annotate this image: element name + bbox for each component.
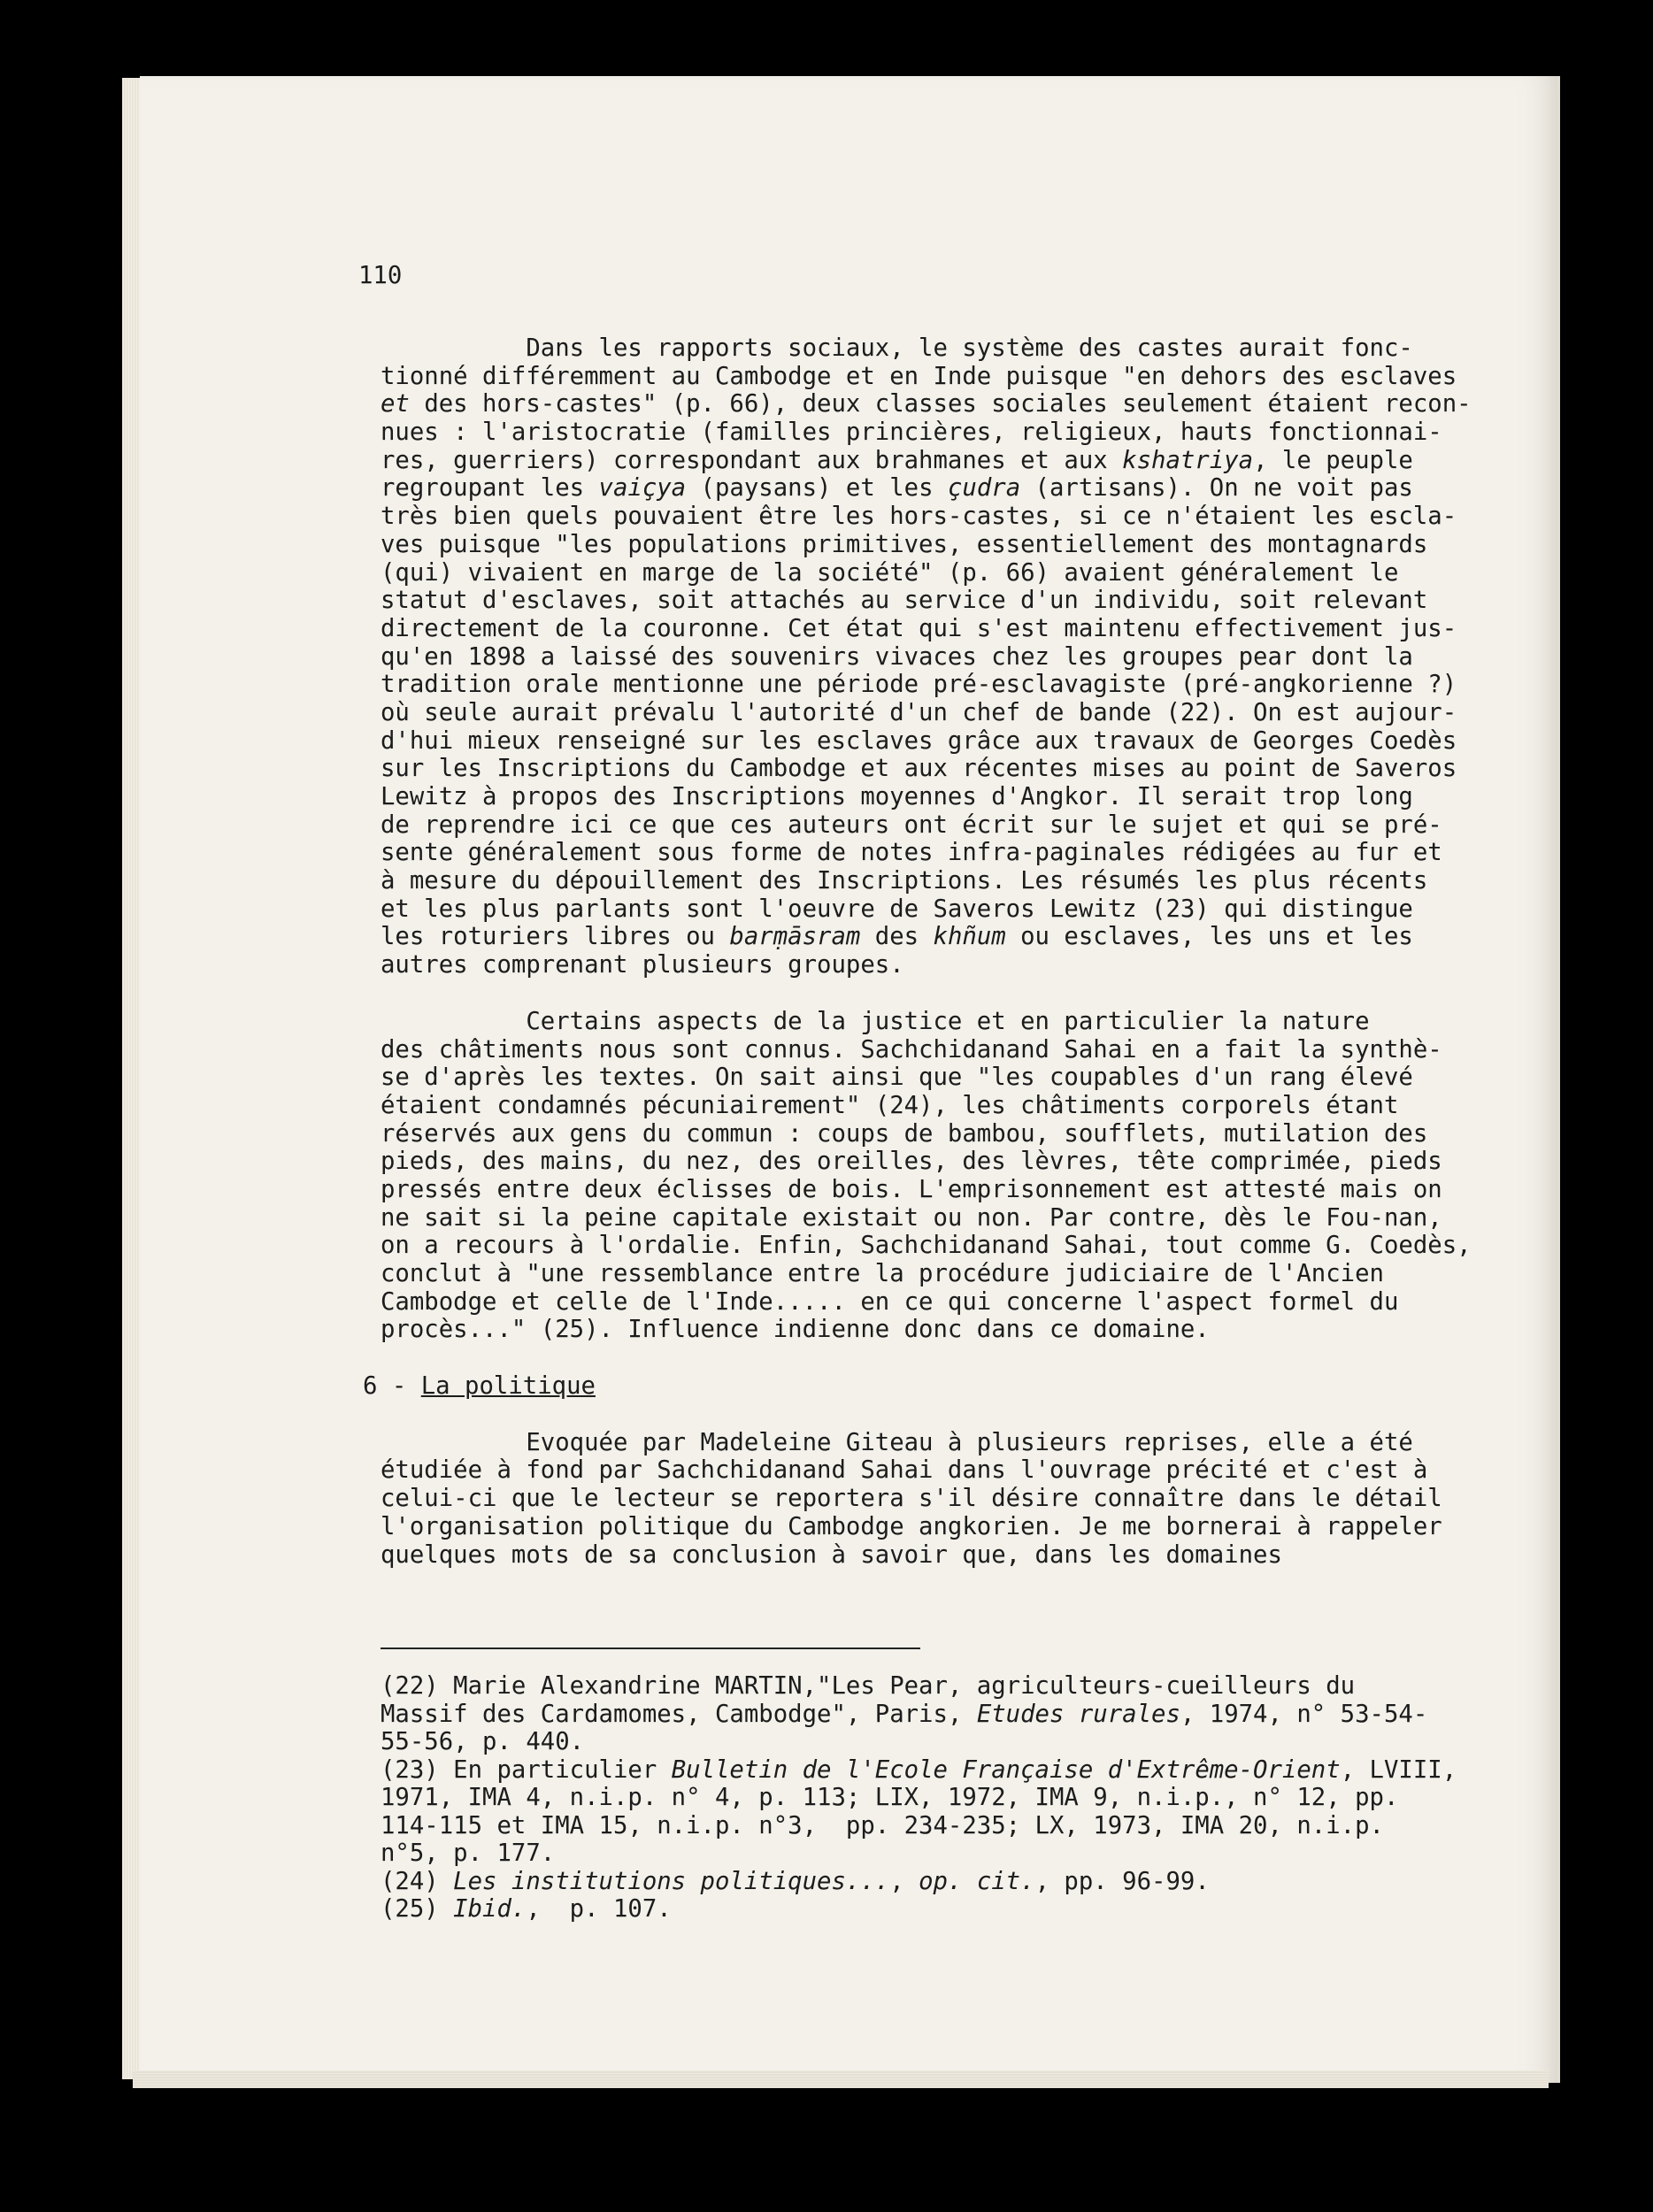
text-line: et les plus parlants sont l'oeuvre de Saveros Lewitz (23) qui distingue [381,895,1413,923]
text-line: l'organisation politique du Cambodge angkorien. Je me bornerai à rappeler [381,1512,1442,1540]
text-line: qu'en 1898 a laissé des souvenirs vivaces chez les groupes pear dont la [381,642,1413,671]
footnote-line: (22) Marie Alexandrine MARTIN,"Les Pear, agriculteurs-cueilleurs du [381,1672,1356,1700]
footnote-line: (24) Les institutions politiques..., op. cit., pp. 96-99. [381,1867,1210,1895]
text-line: des châtiments nous sont connus. Sachchidanand Sahai en a fait la synthè- [381,1035,1442,1064]
footnote-line: Massif des Cardamomes, Cambodge", Paris, Etudes rurales, 1974, n° 53-54- [381,1700,1428,1728]
text-line: ne sait si la peine capitale existait ou non. Par contre, dès le Fou-nan, [381,1203,1442,1232]
text-line: (qui) vivaient en marge de la société" (p. 66) avaient généralement le [381,558,1399,587]
text-line: Certains aspects de la justice et en particulier la nature [381,1007,1370,1035]
text-line: regroupant les vaiçya (paysans) et les çudra (artisans). On ne voit pas [381,474,1413,503]
text-line: on a recours à l'ordalie. Enfin, Sachchidanand Sahai, tout comme G. Coedès, [381,1232,1472,1260]
text-line: où seule aurait prévalu l'autorité d'un chef de bande (22). On est aujour- [381,698,1457,726]
footnote-line: n°5, p. 177. [381,1839,556,1867]
footnote-line: 55-56, p. 440. [381,1728,585,1755]
text-line: sente généralement sous forme de notes infra-paginales rédigées au fur et [381,839,1442,867]
text-line: Lewitz à propos des Inscriptions moyennes d'Angkor. Il serait trop long [381,783,1413,810]
text-line: statut d'esclaves, soit attachés au service d'un individu, soit relevant [381,587,1428,615]
section-heading [363,1372,1472,1401]
text-line: d'hui mieux renseigné sur les esclaves grâce aux travaux de Georges Coedès [381,726,1457,755]
text-line: res, guerriers) correspondant aux brahmanes et aux kshatriya, le peuple [381,446,1413,474]
text-line: de reprendre ici ce que ces auteurs ont écrit sur le sujet et qui se pré- [381,810,1442,839]
section-title: La politique [420,1372,596,1401]
text-line: à mesure du dépouillement des Inscriptions. Les résumés les plus récents [381,867,1428,895]
footnote-fn24 [381,1868,1457,1896]
text-line: autres comprenant plusieurs groupes. [381,951,904,979]
text-line: sur les Inscriptions du Cambodge et aux récentes mises au point de Saveros [381,755,1457,783]
text-line: se d'après les textes. On sait ainsi que "les coupables d'un rang élevé [381,1064,1413,1092]
text-line: pressés entre deux éclisses de bois. L'emprisonnement est attesté mais on [381,1175,1442,1203]
footnote-line: 1971, IMA 4, n.i.p. n° 4, p. 113; LIX, 1972, IMA 9, n.i.p., n° 12, pp. [381,1784,1399,1811]
text-line: Dans les rapports sociaux, le système des castes aurait fonc- [381,334,1413,362]
page-number: 110 [358,262,403,289]
text-line: celui-ci que le lecteur se reportera s'il désire connaître dans le détail [381,1485,1442,1513]
footnote-fn22 [381,1672,1457,1756]
page-stack-bottom [133,2070,1549,2088]
footnote-line: (25) Ibid., p. 107. [381,1895,672,1923]
section-number: 6 - [363,1372,421,1401]
text-line: ves puisque "les populations primitives, essentiellement des montagnards [381,530,1428,558]
footnote-fn23 [381,1756,1457,1868]
text-line: procès..." (25). Influence indienne donc dans ce domaine. [381,1316,1210,1344]
footnote-line: 114-115 et IMA 15, n.i.p. n°3, pp. 234-235; LX, 1973, IMA 20, n.i.p. [381,1811,1384,1839]
footnote-separator [381,1647,920,1649]
text-line: Evoquée par Madeleine Giteau à plusieurs reprises, elle a été [381,1428,1413,1456]
text-line: nues : l'aristocratie (familles princières, religieux, hauts fonctionnai- [381,419,1442,447]
text-line: conclut à "une ressemblance entre la procédure judiciaire de l'Ancien [381,1260,1384,1287]
text-line: étaient condamnés pécuniairement" (24), les châtiments corporels étant [381,1091,1399,1119]
paragraph-politics [381,1429,1472,1569]
paragraph-social-castes [381,334,1472,979]
paragraph-justice [381,1008,1472,1344]
text-line: étudiée à fond par Sachchidanand Sahai dans l'ouvrage précité et c'est à [381,1456,1428,1485]
text-line: et des hors-castes" (p. 66), deux classes sociales seulement étaient recon- [381,390,1472,419]
text-line: tradition orale mentionne une période pré-esclavagiste (pré-angkorienne ?) [381,671,1457,699]
text-line: tionné différemment au Cambodge et en Inde puisque "en dehors des esclaves [381,362,1457,390]
footnote-fn25 [381,1895,1457,1924]
footnotes [381,1672,1457,1924]
footnote-line: (23) En particulier Bulletin de l'Ecole Française d'Extrême-Orient, LVIII, [381,1755,1457,1784]
text-line: les roturiers libres ou barṃāsram des khñum ou esclaves, les uns et les [381,923,1413,951]
text-line: pieds, des mains, du nez, des oreilles, des lèvres, tête comprimée, pieds [381,1148,1442,1176]
text-line: Cambodge et celle de l'Inde..... en ce qui concerne l'aspect formel du [381,1287,1399,1316]
text-line: quelques mots de sa conclusion à savoir que, dans les domaines [381,1540,1282,1569]
text-line: réservés aux gens du commun : coups de bambou, soufflets, mutilation des [381,1119,1428,1148]
text-line: très bien quels pouvaient être les hors-castes, si ce n'étaient les escla- [381,503,1457,531]
main-text [363,334,1472,1569]
text-line: directement de la couronne. Cet état qui s'est maintenu effectivement jus- [381,614,1457,642]
